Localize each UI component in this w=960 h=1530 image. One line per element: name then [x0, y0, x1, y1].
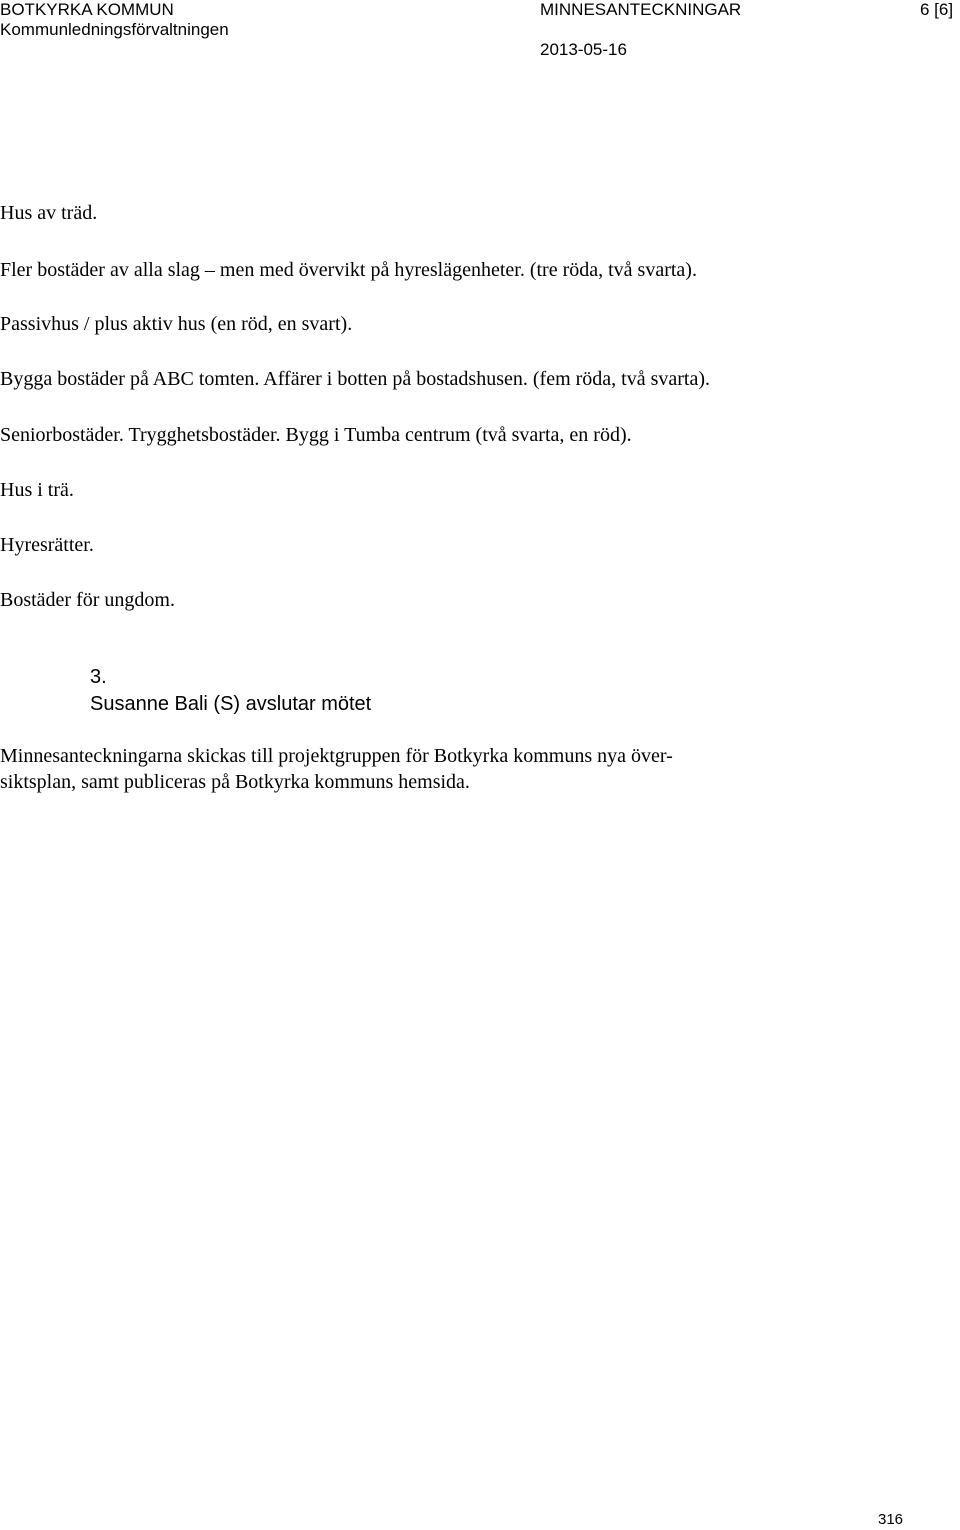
note-item: Hus av träd. [0, 202, 98, 224]
note-item: Bostäder för ungdom. [0, 589, 175, 611]
closing-line: Minnesanteckningarna skickas till projektgruppen för Botkyrka kommuns nya över- [0, 745, 673, 767]
organization-name: BOTKYRKA KOMMUN [0, 0, 174, 19]
note-item: Fler bostäder av alla slag – men med övervikt på hyreslägenheter. (tre röda, två svarta). [0, 259, 697, 281]
note-item: Hus i trä. [0, 479, 74, 501]
footer-page-number: 316 [878, 1511, 904, 1528]
document-date: 2013-05-16 [540, 40, 627, 59]
section-heading: Susanne Bali (S) avslutar mötet [90, 693, 372, 715]
note-item: Seniorbostäder. Trygghetsbostäder. Bygg i Tumba centrum (två svarta, en röd). [0, 424, 632, 446]
note-item: Passivhus / plus aktiv hus (en röd, en svart). [0, 313, 353, 335]
document-type: MINNESANTECKNINGAR [540, 0, 742, 19]
note-item: Bygga bostäder på ABC tomten. Affärer i botten på bostadshusen. (fem röda, två svarta). [0, 368, 711, 390]
section-number: 3. [90, 666, 107, 688]
note-item: Hyresrätter. [0, 534, 94, 556]
department-name: Kommunledningsförvaltningen [0, 20, 229, 39]
closing-line: siktsplan, samt publiceras på Botkyrka kommuns hemsida. [0, 771, 470, 793]
page-count: 6 [6] [920, 0, 954, 19]
